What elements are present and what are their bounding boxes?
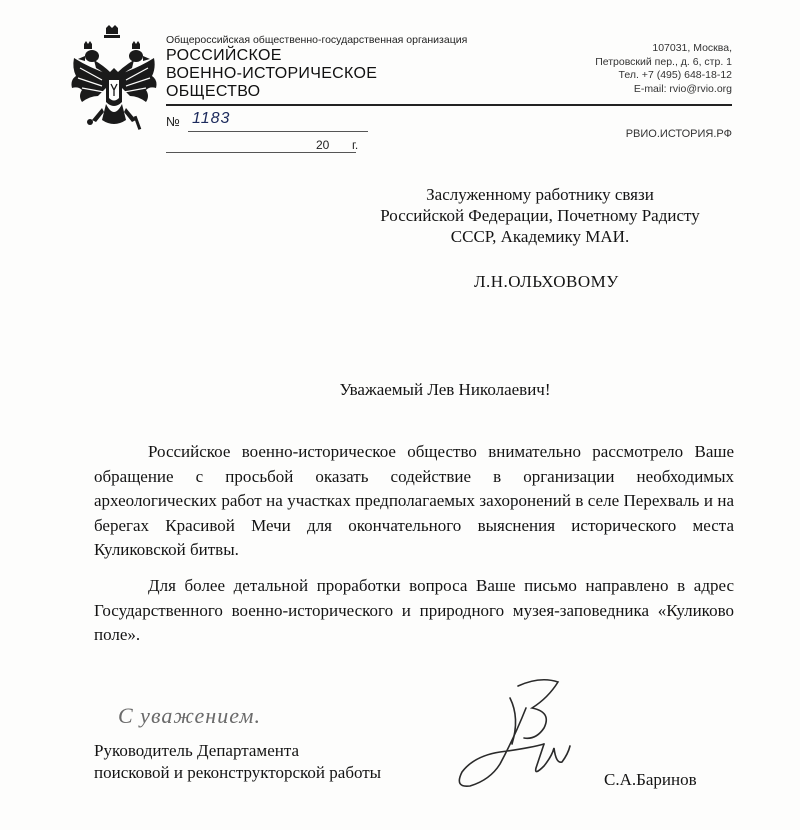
org-subtitle: Общероссийская общественно-государственная организация (166, 34, 468, 46)
header-divider (166, 104, 732, 106)
number-label: № (166, 114, 180, 129)
org-name-line: ВОЕННО-ИСТОРИЧЕСКОЕ (166, 65, 378, 82)
signer-name: С.А.Баринов (604, 770, 697, 789)
body-paragraph: Российское военно-историческое общество внимательно рассмотрело Ваше обращение с просьбой оказать содействие в организации необходимых археологических работ на участках предполагаемых захоронений в селе Перехваль и на берегах Красивой Мечи для окончательного выяснения исторического места Куликовской битвы. (94, 442, 734, 560)
number-underline (188, 131, 368, 132)
address-city: 107031, Москва, (652, 42, 732, 54)
website: РВИО.ИСТОРИЯ.РФ (625, 128, 732, 140)
org-name (166, 47, 377, 101)
address-street: Петровский пер., д. 6, стр. 1 (595, 55, 732, 68)
addressee-block (350, 184, 730, 247)
email: E-mail: rvio@rvio.org (633, 82, 732, 95)
date-suffix: г. (352, 138, 359, 152)
outgoing-number: 1183 (192, 110, 231, 127)
body-paragraph: Для более детальной проработки вопроса Ваше письмо направлено в адрес Государственного военно-исторического и природного музея-заповедника «Куликово поле». (94, 575, 734, 645)
salutation: Уважаемый Лев Николаевич! (339, 380, 551, 399)
recipient-name: Л.Н.ОЛЬХОВОМУ (474, 272, 619, 291)
org-name-line: ОБЩЕСТВО (166, 83, 261, 100)
addressee-line: Российской Федерации, Почетному Радисту (380, 206, 700, 225)
letter-body (94, 440, 734, 648)
date-underline (166, 152, 356, 153)
signatory-title (94, 740, 381, 784)
date-year: 20 (316, 138, 330, 152)
org-contacts (595, 42, 732, 96)
addressee-line: Заслуженному работнику связи (426, 185, 654, 204)
handwritten-regards: С уважением. (118, 703, 261, 728)
handwritten-signature-icon (440, 668, 610, 798)
double-headed-eagle-icon (66, 24, 162, 136)
addressee-line: СССР, Академику МАИ. (450, 227, 630, 246)
signatory-title-line: поисковой и реконструкторской работы (94, 763, 382, 782)
org-name-line: РОССИЙСКОЕ (166, 47, 282, 64)
signatory-title-line: Руководитель Департамента (94, 741, 300, 760)
phone: Тел. +7 (495) 648-18-12 (618, 69, 732, 81)
